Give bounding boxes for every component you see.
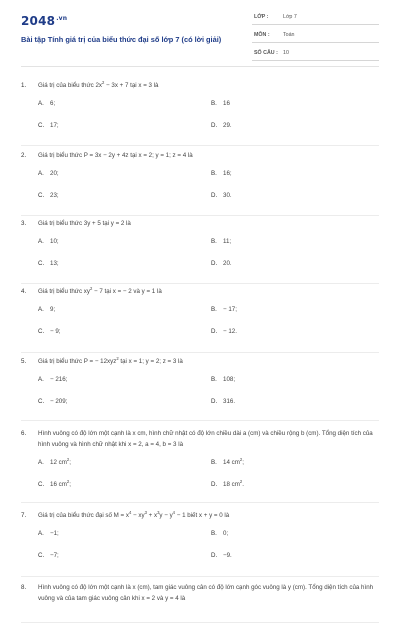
answer-option-d[interactable] bbox=[211, 552, 232, 559]
option-label: C. bbox=[38, 122, 45, 129]
option-text: 13; bbox=[50, 260, 59, 267]
option-text: 18 $cm^2$. bbox=[223, 478, 244, 488]
option-text: 17; bbox=[50, 122, 59, 129]
option-label: A. bbox=[38, 238, 44, 245]
option-label: D. bbox=[211, 122, 218, 129]
option-text: 108; bbox=[223, 376, 236, 383]
answer-option-d[interactable] bbox=[211, 478, 244, 488]
option-text: 10; bbox=[50, 238, 59, 245]
answer-option-c[interactable] bbox=[38, 328, 61, 335]
option-label: C. bbox=[38, 328, 45, 335]
option-label: C. bbox=[38, 481, 45, 488]
answer-option-b[interactable] bbox=[211, 456, 244, 466]
option-text: 14 $cm^2$; bbox=[223, 456, 244, 466]
option-text: 16; bbox=[223, 170, 232, 177]
answer-option-a[interactable] bbox=[38, 238, 59, 245]
question-stem bbox=[21, 286, 379, 297]
option-label: D. bbox=[211, 328, 218, 335]
question-number: 4. bbox=[21, 288, 27, 295]
option-label: C. bbox=[38, 192, 45, 199]
option-label: B. bbox=[211, 100, 217, 107]
option-text: 316. bbox=[223, 398, 236, 405]
answer-option-c[interactable] bbox=[38, 552, 59, 559]
option-text: 16 bbox=[223, 100, 230, 107]
question-stem bbox=[21, 356, 379, 367]
answer-option-a[interactable] bbox=[38, 376, 67, 383]
option-label: A. bbox=[38, 376, 44, 383]
option-label: C. bbox=[38, 552, 45, 559]
option-label: B. bbox=[211, 376, 217, 383]
meta-subject: MÔN : Toán bbox=[252, 31, 379, 43]
document-title: Bài tập Tính giá trị của biểu thức đại số lớp 7 (có lời giải) bbox=[21, 35, 222, 44]
question-text: Giá trị của biểu thức đại số $M = x^4 - xy^3 + x^3y - y^4 - 1$ biết x + y = 0 là bbox=[38, 509, 230, 519]
option-text: −7; bbox=[50, 552, 59, 559]
option-label: A. bbox=[38, 170, 44, 177]
question-item bbox=[21, 582, 379, 623]
answer-option-b[interactable] bbox=[211, 306, 237, 313]
question-item bbox=[21, 428, 379, 503]
option-label: C. bbox=[38, 398, 45, 405]
question-stem bbox=[21, 582, 379, 604]
answer-option-d[interactable] bbox=[211, 260, 232, 267]
question-text: Hình vuông có độ lớn một cạnh là x (cm), tam giác vuông cân có độ lớn cạnh góc vuông là y (cm). Tổng diện tích của hình vuông và của tam giác vuông cân khi x = 2 và y = 4 là bbox=[38, 584, 374, 602]
header-divider bbox=[21, 66, 379, 67]
option-text: 11; bbox=[223, 238, 232, 245]
question-stem bbox=[21, 80, 379, 91]
answer-option-c[interactable] bbox=[38, 398, 67, 405]
option-label: D. bbox=[211, 192, 218, 199]
answer-option-a[interactable] bbox=[38, 306, 55, 313]
option-text: 12 $cm^2$; bbox=[50, 456, 71, 466]
question-item bbox=[21, 286, 379, 353]
site-logo[interactable]: $2048^{.vn}$ bbox=[21, 14, 68, 28]
option-text: − 12. bbox=[223, 328, 237, 335]
question-item bbox=[21, 80, 379, 146]
option-text: −9. bbox=[223, 552, 232, 559]
question-item bbox=[21, 356, 379, 421]
option-text: −1; bbox=[50, 530, 59, 537]
answer-option-a[interactable] bbox=[38, 456, 71, 466]
question-stem bbox=[21, 150, 379, 161]
question-stem bbox=[21, 510, 379, 521]
option-label: A. bbox=[38, 306, 44, 313]
question-number: 3. bbox=[21, 220, 27, 227]
document-meta bbox=[252, 13, 379, 67]
question-number: 7. bbox=[21, 512, 27, 519]
option-text: 9; bbox=[50, 306, 56, 313]
option-label: C. bbox=[38, 260, 45, 267]
question-text: Giá trị biểu thức P = − 12xyz$^2$ tại x = 1; y = 2; z = 3 là bbox=[38, 355, 183, 365]
option-label: A. bbox=[38, 459, 44, 466]
option-text: 20. bbox=[223, 260, 232, 267]
question-item bbox=[21, 218, 379, 284]
answer-option-b[interactable] bbox=[211, 100, 230, 107]
question-stem bbox=[21, 428, 379, 450]
question-number: 1. bbox=[21, 82, 27, 89]
option-text: 16 $cm^2$; bbox=[50, 478, 71, 488]
question-item bbox=[21, 510, 379, 577]
question-text: Giá trị biểu thức $xy^2 - 7$ tại x = − 2 và y = 1 là bbox=[38, 285, 162, 295]
document-header bbox=[0, 0, 400, 70]
option-text: 23; bbox=[50, 192, 59, 199]
option-text: 20; bbox=[50, 170, 59, 177]
option-text: 30. bbox=[223, 192, 232, 199]
option-text: 6; bbox=[50, 100, 56, 107]
question-text: Giá trị biểu thức 3y + 5 tại y = 2 là bbox=[38, 220, 131, 227]
option-label: D. bbox=[211, 260, 218, 267]
answer-option-d[interactable] bbox=[211, 328, 237, 335]
question-number: 8. bbox=[21, 584, 27, 591]
question-text: Giá trị biểu thức P = 3x − 2y + 4z tại x = 2; y = 1; z = 4 là bbox=[38, 152, 193, 159]
answer-option-b[interactable] bbox=[211, 170, 232, 177]
option-text: − 216; bbox=[50, 376, 68, 383]
answer-option-d[interactable] bbox=[211, 398, 235, 405]
option-label: D. bbox=[211, 552, 218, 559]
answer-option-d[interactable] bbox=[211, 122, 232, 129]
answer-option-b[interactable] bbox=[211, 238, 231, 245]
option-text: − 209; bbox=[50, 398, 68, 405]
option-label: B. bbox=[211, 306, 217, 313]
question-text: Hình vuông có độ lớn một cạnh là x cm, hình chữ nhật có độ lớn chiều dài a (cm) và chiều rộng b (cm). Tổng diện tích của hình vuông và hình chữ nhật khi x = 2, a = 4, b = 3 là bbox=[38, 430, 373, 448]
option-label: B. bbox=[211, 530, 217, 537]
meta-question-count: SỐ CÂU : 10 bbox=[252, 49, 379, 61]
answer-option-d[interactable] bbox=[211, 192, 232, 199]
option-label: A. bbox=[38, 530, 44, 537]
question-number: 6. bbox=[21, 430, 27, 437]
answer-option-a[interactable] bbox=[38, 170, 59, 177]
option-label: B. bbox=[211, 238, 217, 245]
answer-option-a[interactable] bbox=[38, 530, 59, 537]
answer-option-b[interactable] bbox=[211, 530, 228, 537]
option-label: D. bbox=[211, 481, 218, 488]
question-stem bbox=[21, 218, 379, 229]
option-label: D. bbox=[211, 398, 218, 405]
question-number: 2. bbox=[21, 152, 27, 159]
question-number: 5. bbox=[21, 358, 27, 365]
option-label: B. bbox=[211, 170, 217, 177]
answer-option-a[interactable] bbox=[38, 100, 55, 107]
question-text: Giá trị của biểu thức $2x^2 - 3x + 7$ tại x = 3 là bbox=[38, 79, 159, 89]
option-label: A. bbox=[38, 100, 44, 107]
answer-option-c[interactable] bbox=[38, 192, 59, 199]
option-label: B. bbox=[211, 459, 217, 466]
question-item bbox=[21, 150, 379, 216]
option-text: 0; bbox=[223, 530, 229, 537]
option-text: − 17; bbox=[223, 306, 237, 313]
answer-option-c[interactable] bbox=[38, 478, 71, 488]
answer-option-c[interactable] bbox=[38, 122, 59, 129]
meta-class: LỚP : Lớp 7 bbox=[252, 13, 379, 25]
answer-option-b[interactable] bbox=[211, 376, 235, 383]
option-text: − 9; bbox=[50, 328, 61, 335]
answer-option-c[interactable] bbox=[38, 260, 59, 267]
option-text: 29. bbox=[223, 122, 232, 129]
